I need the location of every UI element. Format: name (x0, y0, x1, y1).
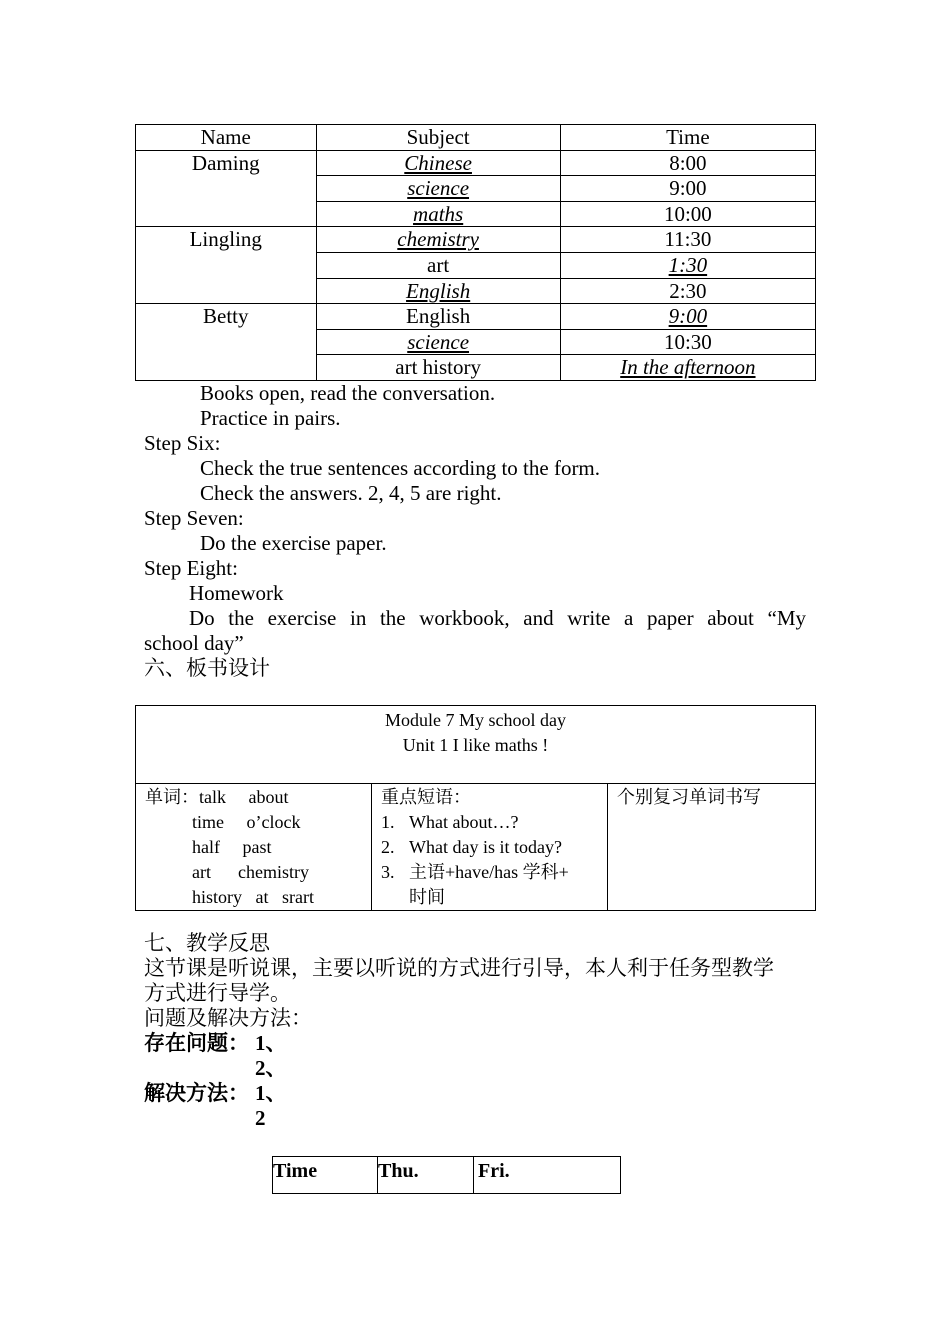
problem-item-2: 2、 (255, 1056, 287, 1080)
phrase-text: What day is it today? (409, 837, 562, 857)
phrase-number: 1. (381, 812, 395, 832)
review-cell (608, 784, 816, 911)
problems-heading: 问题及解决方法： (144, 1006, 312, 1030)
step-exercise-paper: Do the exercise paper. (200, 531, 387, 555)
solution-label: 解决方法： (144, 1081, 249, 1105)
homework-label: Homework (189, 581, 284, 605)
time-cell: 8:00 (560, 150, 815, 176)
phrase-continuation: 时间 (409, 887, 445, 907)
review-text: 个别复习单词书写 (617, 787, 761, 807)
step-check-answers: Check the answers. 2, 4, 5 are right. (200, 481, 502, 505)
subject-cell: science (407, 176, 470, 201)
table-row (136, 227, 816, 253)
header-name: Name (136, 125, 317, 151)
time-cell: 10:30 (560, 329, 815, 355)
homework-text-line1: Do the exercise in the workbook, and write a paper about “My (189, 606, 806, 630)
time-cell: 11:30 (560, 227, 815, 253)
subject-cell: English (406, 278, 471, 303)
time-cell: 10:00 (560, 201, 815, 227)
reflection-heading: 七、教学反思 (144, 931, 270, 955)
day-table (272, 1156, 621, 1194)
phrase-text: What about…? (409, 812, 519, 832)
subject-cell: chemistry (397, 227, 479, 252)
subject-cell: science (407, 329, 470, 354)
phrases-label: 重点短语： (381, 787, 471, 807)
reflection-line2: 方式进行导学。 (144, 981, 291, 1005)
list-item (381, 810, 607, 835)
reflection-line1: 这节课是听说课，主要以听说的方式进行引导，本人利于任务型教学 (144, 956, 774, 980)
words-cell (136, 784, 372, 911)
table-row (136, 150, 816, 176)
student-name: Betty (136, 304, 317, 381)
day-table-time: Time (273, 1157, 378, 1194)
step-books-open: Books open, read the conversation. (200, 381, 496, 405)
list-item (381, 860, 607, 885)
solution-item-2: 2 (255, 1106, 266, 1130)
homework-text-line2: school day” (144, 631, 244, 655)
student-name: Lingling (136, 227, 317, 304)
subject-cell: art history (316, 355, 560, 381)
problem-label: 存在问题： (144, 1031, 249, 1055)
time-cell: In the afternoon (620, 355, 756, 380)
phrases-cell (372, 784, 608, 911)
board-title-unit: Unit 1 I like maths ! (402, 735, 549, 755)
phrase-number: 3. (381, 862, 395, 882)
step-seven-heading: Step Seven: (144, 506, 244, 530)
problem-item-1: 1、 (255, 1031, 287, 1055)
step-practice: Practice in pairs. (200, 406, 341, 430)
time-cell: 9:00 (560, 176, 815, 202)
time-cell: 2:30 (560, 278, 815, 304)
board-design-heading: 六、板书设计 (144, 656, 270, 680)
phrase-text: 主语+have/has 学科+ (409, 862, 569, 882)
board-design-table (135, 705, 816, 911)
schedule-table (135, 124, 816, 381)
word-line: time o’clock (192, 812, 301, 832)
word-line: art chemistry (192, 862, 309, 882)
table-row (136, 304, 816, 330)
subject-cell: Chinese (404, 150, 472, 175)
day-table-fri: Fri. (474, 1157, 621, 1194)
step-eight-heading: Step Eight: (144, 556, 238, 580)
table-header-row (136, 125, 816, 151)
phrase-number: 2. (381, 837, 395, 857)
header-time: Time (560, 125, 815, 151)
list-item (381, 835, 607, 860)
solution-item-1: 1、 (255, 1081, 287, 1105)
header-subject: Subject (316, 125, 560, 151)
subject-cell: art (316, 252, 560, 278)
subject-cell: maths (413, 201, 464, 226)
time-cell: 9:00 (668, 304, 708, 329)
subject-cell: English (316, 304, 560, 330)
board-title (136, 706, 816, 784)
board-title-module: Module 7 My school day (385, 710, 566, 730)
words-label: 单词：talk about (145, 787, 289, 807)
step-check-true: Check the true sentences according to the form. (200, 456, 601, 480)
word-line: history at srart (192, 887, 314, 907)
student-name: Daming (136, 150, 317, 227)
time-cell: 1:30 (668, 252, 708, 277)
table-row (273, 1157, 621, 1194)
day-table-thu: Thu. (378, 1157, 474, 1194)
step-six-heading: Step Six: (144, 431, 221, 455)
word-line: half past (192, 837, 272, 857)
